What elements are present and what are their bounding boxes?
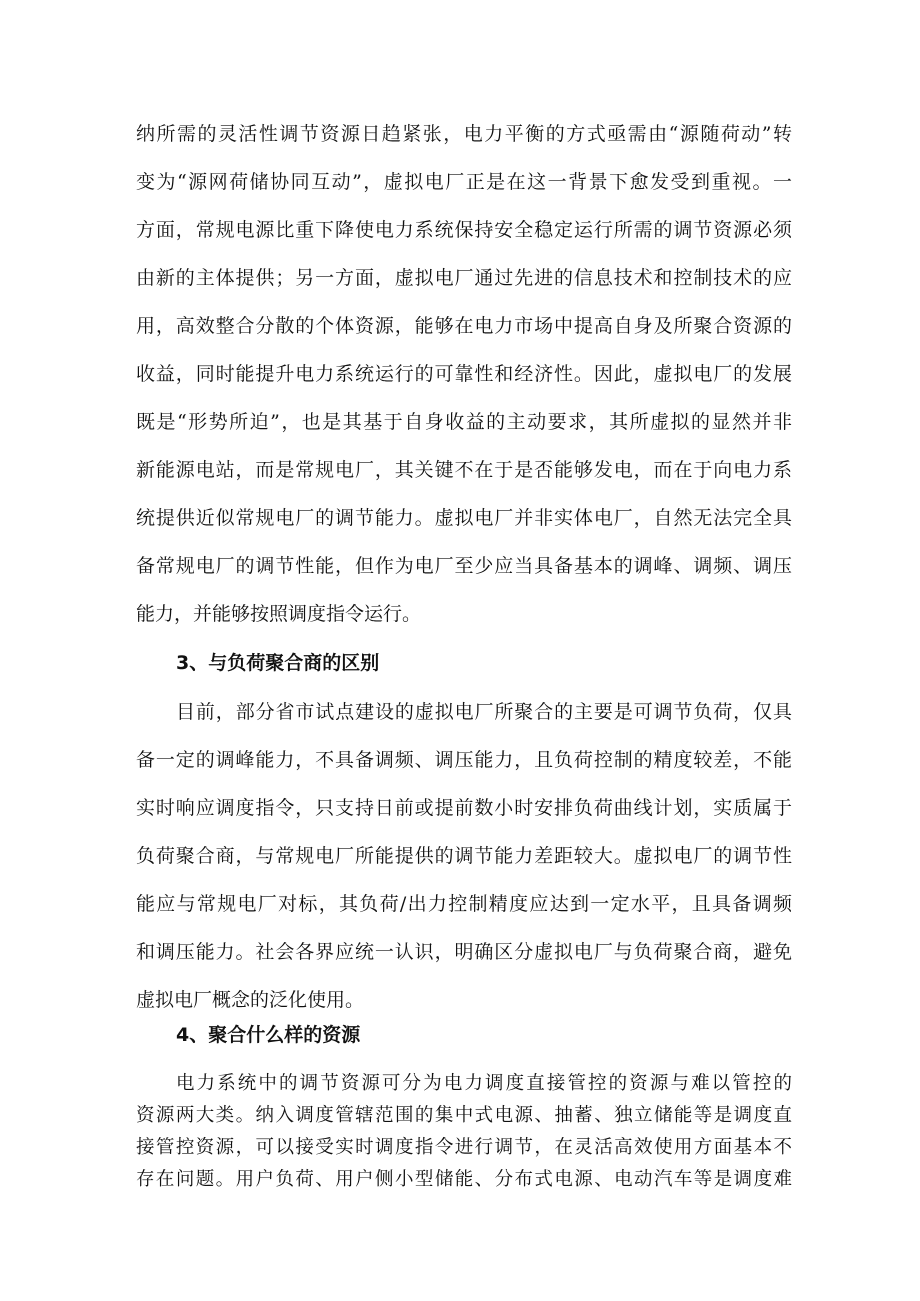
paragraph-1-line-11: 能力，并能够按照调度指令运行。: [136, 603, 422, 625]
paragraph-1-line-2: 变为“源网荷储协同互动”，虚拟电厂正是在这一背景下愈发受到重视。一: [136, 171, 792, 193]
paragraph-1-line-3: 方面，常规电源比重下降使电力系统保持安全稳定运行所需的调节资源必须: [136, 219, 792, 241]
section-4-line-1: 电力系统中的调节资源可分为电力调度直接管控的资源与难以管控的: [176, 1073, 792, 1094]
section-3-line-2: 备一定的调峰能力，不具备调频、调压能力，且负荷控制的精度较差，不能: [136, 749, 792, 771]
section-4-line-3: 接管控资源，可以接受实时调度指令进行调节，在灵活高效使用方面基本不: [136, 1137, 792, 1158]
section-4-heading: 4、聚合什么样的资源: [176, 1024, 361, 1046]
paragraph-1-line-9: 统提供近似常规电厂的调节能力。虚拟电厂并非实体电厂，自然无法完全具: [136, 507, 792, 529]
paragraph-1-line-8: 新能源电站，而是常规电厂，其关键不在于是否能够发电，而在于向电力系: [136, 459, 792, 481]
section-3-line-3: 实时响应调度指令，只支持日前或提前数小时安排负荷曲线计划，实质属于: [136, 797, 792, 819]
section-3-line-5: 能应与常规电厂对标，其负荷/出力控制精度应达到一定水平，且具备调频: [136, 893, 792, 915]
section-3-line-7: 虚拟电厂概念的泛化使用。: [136, 989, 365, 1011]
section-3-line-6: 和调压能力。社会各界应统一认识，明确区分虚拟电厂与负荷聚合商，避免: [136, 941, 792, 963]
paragraph-1-line-1: 纳所需的灵活性调节资源日趋紧张，电力平衡的方式亟需由“源随荷动”转: [136, 123, 792, 145]
section-4-line-2: 资源两大类。纳入调度管辖范围的集中式电源、抽蓄、独立储能等是调度直: [136, 1105, 792, 1126]
paragraph-1-line-5: 用，高效整合分散的个体资源，能够在电力市场中提高自身及所聚合资源的: [136, 315, 792, 337]
paragraph-1-line-7: 既是“形势所迫”，也是其基于自身收益的主动要求，其所虚拟的显然并非: [136, 411, 792, 433]
paragraph-1-line-4: 由新的主体提供；另一方面，虚拟电厂通过先进的信息技术和控制技术的应: [136, 267, 792, 289]
section-4-line-4: 存在问题。用户负荷、用户侧小型储能、分布式电源、电动汽车等是调度难: [136, 1169, 792, 1190]
paragraph-1-line-6: 收益，同时能提升电力系统运行的可靠性和经济性。因此，虚拟电厂的发展: [136, 363, 792, 385]
paragraph-1-line-10: 备常规电厂的调节性能，但作为电厂至少应当具备基本的调峰、调频、调压: [136, 555, 792, 577]
section-3-line-1: 目前，部分省市试点建设的虚拟电厂所聚合的主要是可调节负荷，仅具: [176, 701, 792, 723]
section-3-heading: 3、与负荷聚合商的区别: [176, 652, 380, 674]
section-3-line-4: 负荷聚合商，与常规电厂所能提供的调节能力差距较大。虚拟电厂的调节性: [136, 845, 792, 867]
